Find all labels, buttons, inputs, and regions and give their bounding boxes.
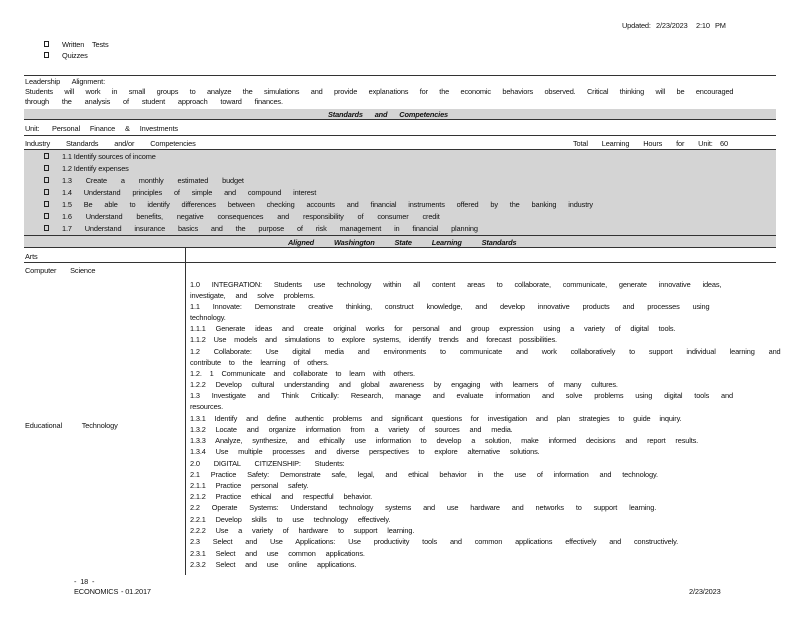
- standard-line: 2.1.2 Practice ethical and respectful behavior.: [190, 492, 373, 501]
- leadership-line: through the analysis of student approach toward finances.: [25, 97, 283, 106]
- divider: [24, 149, 776, 150]
- divider: [24, 119, 776, 120]
- standard-line: 2.2.1 Develop skills to use technology effectively.: [190, 515, 391, 524]
- assessment-item: Quizzes: [62, 51, 88, 60]
- bullet-icon: [44, 213, 49, 219]
- industry-label: Industry Standards and/or Competencies: [25, 139, 196, 148]
- updated-date: 2/23/2023: [656, 21, 688, 30]
- competency-item: 1.5 Be able to identify differences between checking accounts and financial instruments offered by the banking industry: [62, 200, 593, 209]
- standard-line: 1.1.1 Generate ideas and create original works for personal and group expression using a variety of digital tools.: [190, 324, 676, 333]
- footer-page-number: - 18 -: [74, 577, 95, 586]
- standard-line: 2.3.2 Select and use online applications.: [190, 560, 357, 569]
- standard-line: investigate, and solve problems.: [190, 291, 315, 300]
- divider: [24, 247, 776, 248]
- standard-line: 1.3.4 Use multiple processes and diverse perspectives to explore alternative solutions.: [190, 447, 540, 456]
- checkbox-icon: [44, 41, 49, 47]
- competency-item: 1.3 Create a monthly estimated budget: [62, 176, 244, 185]
- standard-line: 1.1 Innovate: Demonstrate creative thinking, construct knowledge, and develop innovative products and processes using: [190, 302, 710, 311]
- footer-course: ECONOMICS: [74, 587, 119, 596]
- hours-value: 60: [720, 139, 728, 148]
- standard-line: 1.3.3 Analyze, synthesize, and ethically use information to develop a solution, make informed decisions and report results.: [190, 436, 699, 445]
- footer-code: - 01.2017: [121, 587, 151, 596]
- hours-label: Total Learning Hours for Unit:: [573, 139, 713, 148]
- unit-label: Unit:: [25, 124, 40, 133]
- standard-line: 2.3 Select and Use Applications: Use productivity tools and common applications effectively and constructively.: [190, 537, 678, 546]
- divider: [24, 135, 776, 136]
- standard-line: 1.1.2 Use models and simulations to explore systems, identify trends and forecast possibilities.: [190, 335, 557, 344]
- leadership-line: Students will work in small groups to analyze the simulations and provide explanations for the economic behaviors observed. Critical thinking will be encouraged: [25, 87, 734, 96]
- updated-time: 2:10: [696, 21, 710, 30]
- arts-label: Arts: [25, 252, 38, 261]
- computer-science-label: Computer Science: [25, 266, 96, 275]
- educational-technology-label: Educational Technology: [25, 421, 118, 430]
- standard-line: 1.3.2 Locate and organize information from a variety of sources and media.: [190, 425, 513, 434]
- standard-line: 2.0 DIGITAL CITIZENSHIP: Students:: [190, 459, 345, 468]
- bullet-icon: [44, 225, 49, 231]
- standards-heading: Standards and Competencies: [328, 110, 449, 119]
- leadership-label: Leadership Alignment:: [25, 77, 105, 86]
- competency-item: 1.1 Identify sources of income: [62, 152, 156, 161]
- assessment-item: Written Tests: [62, 40, 109, 49]
- checkbox-icon: [44, 52, 49, 58]
- standard-line: 1.3 Investigate and Think Critically: Research, manage and evaluate information and solve problems using digital tools and: [190, 391, 733, 400]
- standard-line: resources.: [190, 402, 224, 411]
- standard-line: 2.3.1 Select and use common applications.: [190, 549, 365, 558]
- footer-date: 2/23/2023: [689, 587, 721, 596]
- competency-item: 1.6 Understand benefits, negative consequences and responsibility of consumer credit: [62, 212, 440, 221]
- standard-line: technology.: [190, 313, 226, 322]
- standard-line: 2.1 Practice Safety: Demonstrate safe, legal, and ethical behavior in the use of information and technology.: [190, 470, 658, 479]
- standard-line: 2.2 Operate Systems: Understand technology systems and use hardware and networks to support learning.: [190, 503, 657, 512]
- divider: [24, 75, 776, 76]
- competency-item: 1.4 Understand principles of simple and compound interest: [62, 188, 317, 197]
- divider: [24, 262, 776, 263]
- bullet-icon: [44, 165, 49, 171]
- standard-line: 1.2 Collaborate: Use digital media and environments to communicate and work collaboratively to support individual learning and: [190, 347, 781, 356]
- bullet-icon: [44, 201, 49, 207]
- competency-item: 1.2 Identify expenses: [62, 164, 129, 173]
- standard-line: 2.2.2 Use a variety of hardware to support learning.: [190, 526, 415, 535]
- updated-ampm: PM: [715, 21, 726, 30]
- standard-line: contribute to the learning of others.: [190, 358, 329, 367]
- standard-line: 1.0 INTEGRATION: Students use technology within all content areas to collaborate, communicate, generate innovative ideas,: [190, 280, 722, 289]
- column-divider: [185, 248, 186, 575]
- standard-line: 2.1.1 Practice personal safety.: [190, 481, 309, 490]
- standard-line: 1.2. 1 Communicate and collaborate to learn with others.: [190, 369, 415, 378]
- bullet-icon: [44, 177, 49, 183]
- unit-name: Personal Finance & Investments: [52, 124, 178, 133]
- competency-item: 1.7 Understand insurance basics and the purpose of risk management in financial planning: [62, 224, 478, 233]
- aligned-heading: Aligned Washington State Learning Standards: [288, 238, 517, 247]
- standard-line: 1.3.1 Identify and define authentic problems and significant questions for investigation and plan strategies to guide inquiry.: [190, 414, 682, 423]
- standard-line: 1.2.2 Develop cultural understanding and global awareness by engaging with learners of many cultures.: [190, 380, 618, 389]
- bullet-icon: [44, 153, 49, 159]
- updated-label: Updated:: [622, 21, 651, 30]
- bullet-icon: [44, 189, 49, 195]
